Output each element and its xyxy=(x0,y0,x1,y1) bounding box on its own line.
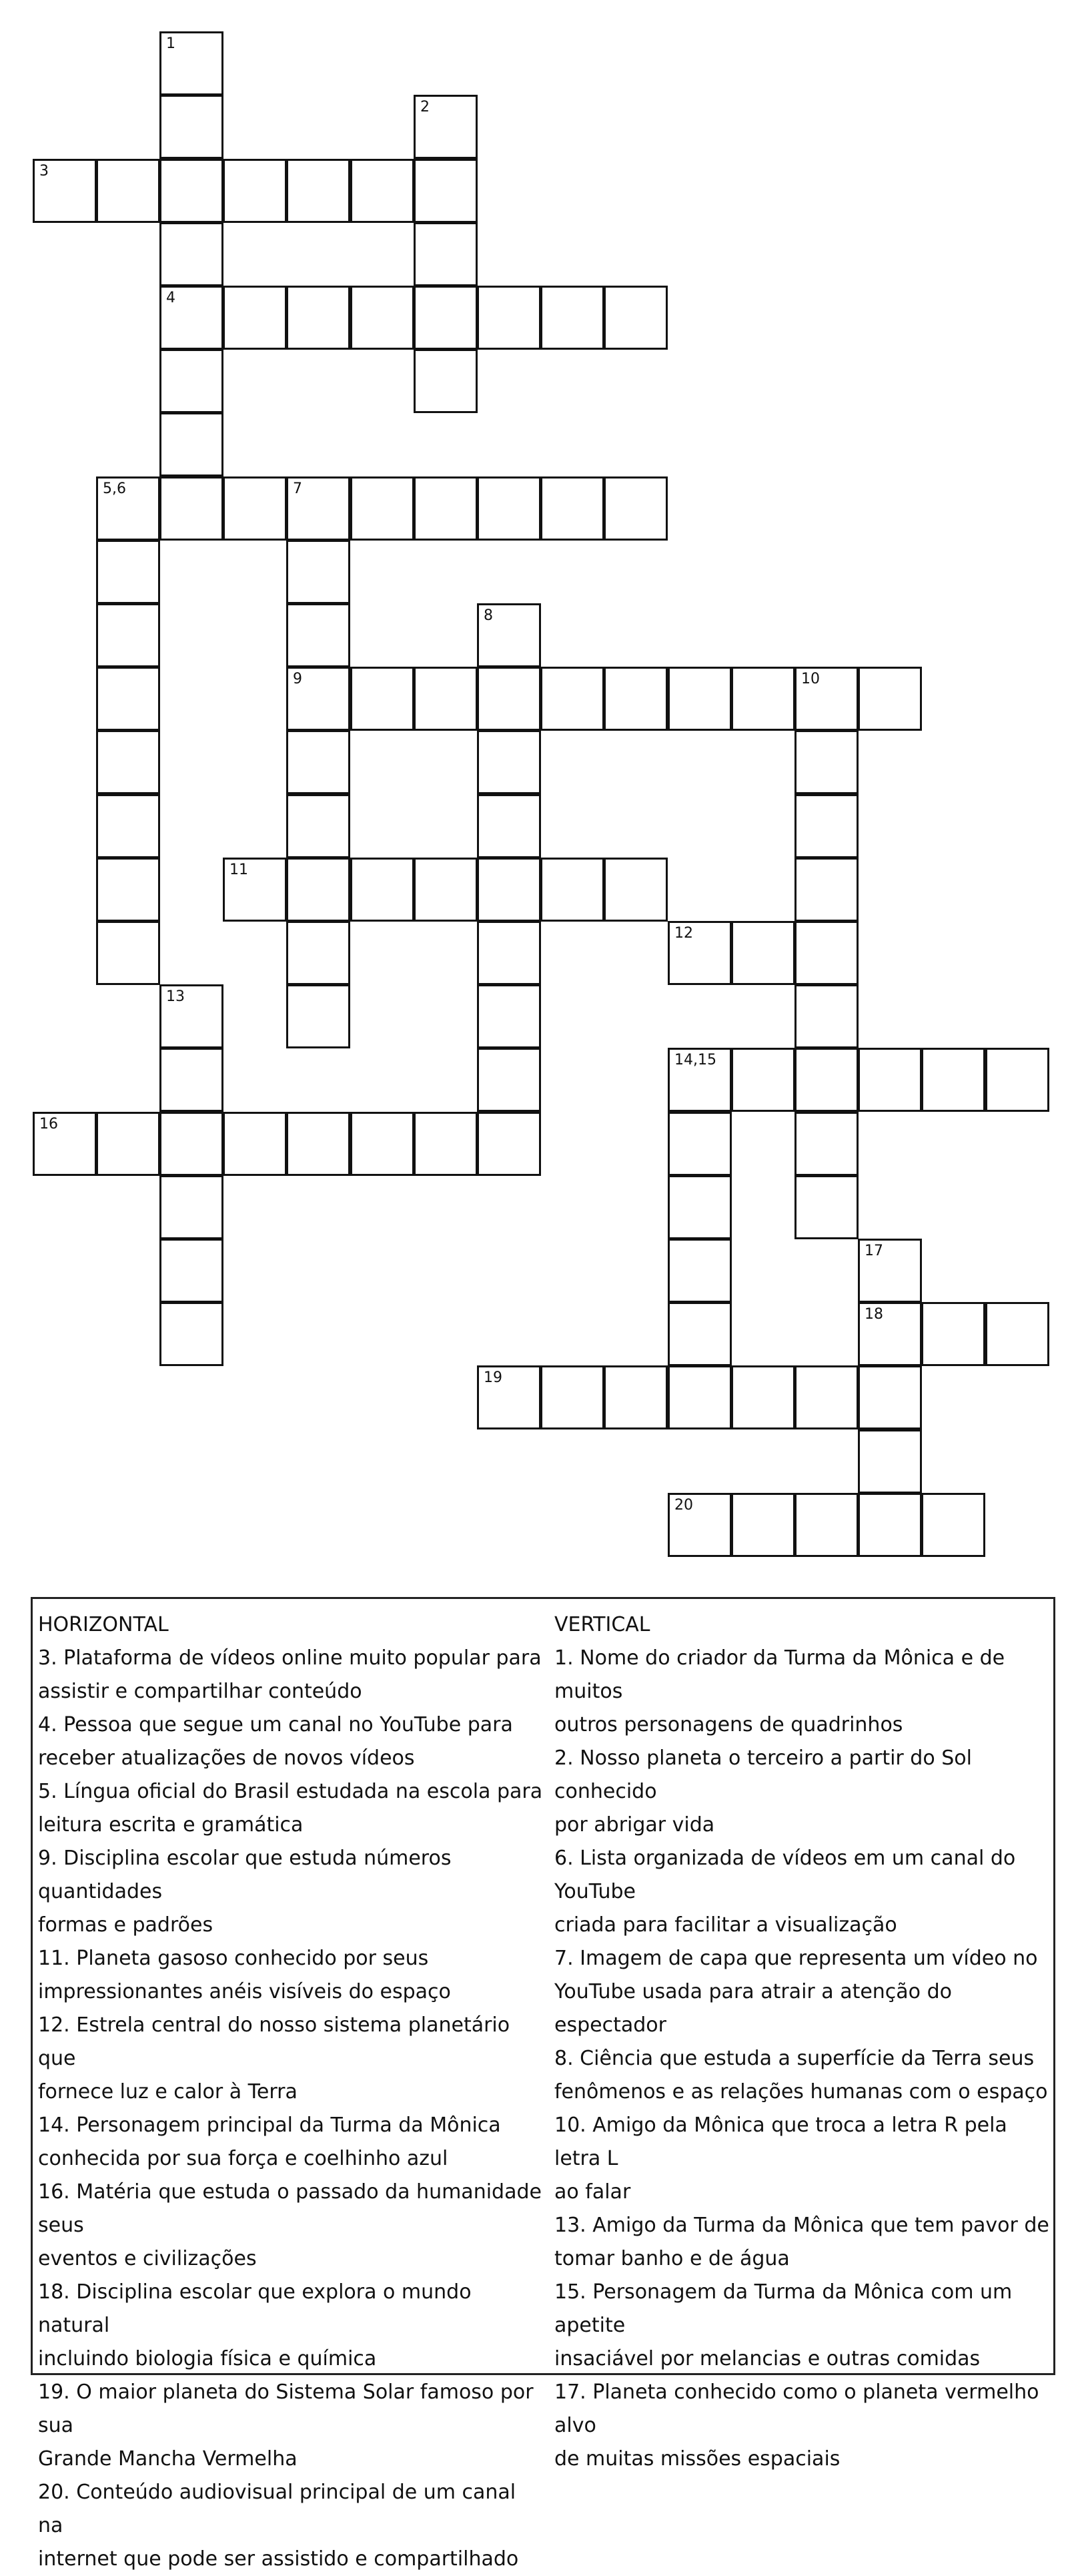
crossword-cell[interactable] xyxy=(286,921,350,985)
crossword-cell[interactable] xyxy=(477,286,541,350)
crossword-cell[interactable] xyxy=(96,476,160,541)
clue-line: 11. Planeta gasoso conhecido por seus xyxy=(38,1947,429,1970)
crossword-cell[interactable] xyxy=(731,921,795,985)
crossword-cell[interactable] xyxy=(668,1365,732,1429)
clue-line: insaciável por melancias e outras comidas xyxy=(554,2347,981,2370)
crossword-cell[interactable] xyxy=(794,667,859,731)
crossword-cell[interactable] xyxy=(96,540,160,604)
crossword-cell[interactable] xyxy=(794,858,859,922)
crossword-cell[interactable] xyxy=(414,858,478,922)
crossword-cell[interactable] xyxy=(414,95,478,159)
crossword-cell[interactable] xyxy=(159,95,223,159)
crossword-cell[interactable] xyxy=(731,1365,795,1429)
clue-line: 13. Amigo da Turma da Mônica que tem pavor de xyxy=(554,2214,1049,2237)
clue-line: 19. O maior planeta do Sistema Solar famoso por sua xyxy=(38,2380,534,2437)
clue-number: 16 xyxy=(39,1116,58,1133)
crossword-cell[interactable] xyxy=(794,1048,859,1112)
crossword-cell[interactable] xyxy=(159,159,223,223)
crossword-cell[interactable] xyxy=(96,1112,160,1176)
clue-number: 10 xyxy=(801,671,820,687)
crossword-cell[interactable] xyxy=(858,1048,922,1112)
crossword-cell[interactable] xyxy=(477,476,541,541)
crossword-cell[interactable] xyxy=(159,412,223,476)
crossword-cell[interactable] xyxy=(159,1302,223,1366)
crossword-cell[interactable] xyxy=(858,1429,922,1494)
crossword-cell[interactable] xyxy=(604,858,668,922)
clue-line: 16. Matéria que estuda o passado da humanidade seus xyxy=(38,2180,542,2237)
crossword-cell[interactable] xyxy=(604,667,668,731)
clue-line: outros personagens de quadrinhos xyxy=(554,1713,903,1736)
crossword-cell[interactable] xyxy=(414,222,478,286)
clue-number: 4 xyxy=(166,290,175,306)
clue-line: ao falar xyxy=(554,2180,631,2204)
clue-number: 17 xyxy=(865,1243,883,1259)
crossword-cell[interactable] xyxy=(96,794,160,858)
clue-line: tomar banho e de água xyxy=(554,2247,790,2270)
crossword-cell[interactable] xyxy=(858,1493,922,1557)
clue-line: internet que pode ser assistido e compartilhado xyxy=(38,2547,519,2571)
clue-number: 20 xyxy=(674,1497,693,1514)
crossword-cell[interactable] xyxy=(668,1175,732,1239)
crossword-cell[interactable] xyxy=(96,159,160,223)
crossword-cell[interactable] xyxy=(96,921,160,985)
clue-number: 14,15 xyxy=(674,1052,716,1068)
crossword-cell[interactable] xyxy=(159,222,223,286)
clue-line: leitura escrita e gramática xyxy=(38,1813,304,1837)
clue-line: 5. Língua oficial do Brasil estudada na escola para xyxy=(38,1780,543,1803)
crossword-cell[interactable] xyxy=(286,667,350,731)
vertical-heading: VERTICAL xyxy=(554,1613,650,1636)
crossword-cell[interactable] xyxy=(159,1175,223,1239)
crossword-cell[interactable] xyxy=(223,476,287,541)
crossword-cell[interactable] xyxy=(96,667,160,731)
clue-line: formas e padrões xyxy=(38,1913,213,1937)
crossword-cell[interactable] xyxy=(794,1175,859,1239)
clue-line: impressionantes anéis visíveis do espaço xyxy=(38,1980,451,2003)
crossword-cell[interactable] xyxy=(159,984,223,1048)
clue-number: 5,6 xyxy=(103,480,126,497)
clue-line: 7. Imagem de capa que representa um vídeo no xyxy=(554,1947,1038,1970)
clue-number: 18 xyxy=(865,1306,883,1323)
clue-line: 3. Plataforma de vídeos online muito popular para xyxy=(38,1646,542,1670)
crossword-cell[interactable] xyxy=(414,349,478,413)
clue-line: assistir e compartilhar conteúdo xyxy=(38,1680,362,1703)
clue-line: 14. Personagem principal da Turma da Mônica xyxy=(38,2114,501,2137)
crossword-cell[interactable] xyxy=(286,286,350,350)
crossword-cell[interactable] xyxy=(477,1112,541,1176)
crossword-cell[interactable] xyxy=(223,858,287,922)
clue-line: 18. Disciplina escolar que explora o mundo natural xyxy=(38,2280,472,2337)
crossword-cell[interactable] xyxy=(540,1365,604,1429)
crossword-cell[interactable] xyxy=(540,286,604,350)
crossword-cell[interactable] xyxy=(731,1048,795,1112)
crossword-cell[interactable] xyxy=(731,667,795,731)
crossword-cell[interactable] xyxy=(159,476,223,541)
clue-line: Grande Mancha Vermelha xyxy=(38,2447,298,2471)
crossword-cell[interactable] xyxy=(668,1112,732,1176)
crossword-cell[interactable] xyxy=(540,858,604,922)
clue-line: 4. Pessoa que segue um canal no YouTube para xyxy=(38,1713,513,1736)
crossword-cell[interactable] xyxy=(540,476,604,541)
crossword-cell[interactable] xyxy=(159,1239,223,1303)
crossword-cell[interactable] xyxy=(477,603,541,667)
crossword-cell[interactable] xyxy=(414,667,478,731)
crossword-cell[interactable] xyxy=(668,1239,732,1303)
clue-number: 8 xyxy=(484,607,493,624)
crossword-cell[interactable] xyxy=(604,1365,668,1429)
crossword-cell[interactable] xyxy=(477,921,541,985)
crossword-cell[interactable] xyxy=(286,730,350,794)
clue-line: 8. Ciência que estuda a superfície da Terra seus xyxy=(554,2047,1035,2070)
crossword-cell[interactable] xyxy=(921,1302,985,1366)
clue-line: YouTube usada para atrair a atenção do espectador xyxy=(554,1980,952,2037)
crossword-cell[interactable] xyxy=(286,1112,350,1176)
crossword-cell[interactable] xyxy=(921,1048,985,1112)
clue-line: 10. Amigo da Mônica que troca a letra R pela letra L xyxy=(554,2114,1007,2170)
crossword-cell[interactable] xyxy=(414,286,478,350)
clue-number: 9 xyxy=(293,671,302,687)
crossword-cell[interactable] xyxy=(159,1048,223,1112)
crossword-cell[interactable] xyxy=(668,1493,732,1557)
crossword-cell[interactable] xyxy=(604,476,668,541)
clue-line: 20. Conteúdo audiovisual principal de um canal na xyxy=(38,2481,516,2537)
crossword-cell[interactable] xyxy=(477,794,541,858)
clue-line: incluindo biologia física e química xyxy=(38,2347,377,2370)
clue-number: 1 xyxy=(166,35,175,52)
crossword-cell[interactable] xyxy=(858,1365,922,1429)
clue-line: por abrigar vida xyxy=(554,1813,715,1837)
crossword-cell[interactable] xyxy=(286,794,350,858)
crossword-cell[interactable] xyxy=(794,730,859,794)
crossword-cell[interactable] xyxy=(731,1493,795,1557)
crossword-cell[interactable] xyxy=(159,31,223,95)
crossword-cell[interactable] xyxy=(794,794,859,858)
clue-line: 6. Lista organizada de vídeos em um canal do YouTube xyxy=(554,1847,1016,1903)
crossword-cell[interactable] xyxy=(350,159,414,223)
crossword-cell[interactable] xyxy=(794,1112,859,1176)
crossword-cell[interactable] xyxy=(96,730,160,794)
crossword-cell[interactable] xyxy=(414,1112,478,1176)
crossword-cell[interactable] xyxy=(921,1493,985,1557)
crossword-cell[interactable] xyxy=(159,1112,223,1176)
vertical-clues xyxy=(554,1608,1053,2476)
clue-line: 1. Nome do criador da Turma da Mônica e de muitos xyxy=(554,1646,1005,1703)
crossword-cell[interactable] xyxy=(985,1048,1049,1112)
crossword-cell[interactable] xyxy=(858,1302,922,1366)
clue-number: 19 xyxy=(484,1369,502,1386)
clue-number: 2 xyxy=(420,99,430,115)
crossword-cell[interactable] xyxy=(668,1048,732,1112)
crossword-cell[interactable] xyxy=(540,667,604,731)
clue-line: 2. Nosso planeta o terceiro a partir do Sol conhecido xyxy=(554,1746,972,1803)
clue-line: conhecida por sua força e coelhinho azul xyxy=(38,2147,448,2170)
crossword-cell[interactable] xyxy=(286,476,350,541)
clue-number: 7 xyxy=(293,480,302,497)
crossword-cell[interactable] xyxy=(223,286,287,350)
crossword-cell[interactable] xyxy=(794,984,859,1048)
clue-line: fornece luz e calor à Terra xyxy=(38,2080,298,2104)
crossword-cell[interactable] xyxy=(96,858,160,922)
crossword-cell[interactable] xyxy=(159,349,223,413)
clue-number: 3 xyxy=(39,163,49,180)
crossword-cell[interactable] xyxy=(668,921,732,985)
crossword-cell[interactable] xyxy=(350,476,414,541)
crossword-cell[interactable] xyxy=(223,1112,287,1176)
crossword-cell[interactable] xyxy=(159,286,223,350)
crossword-cell[interactable] xyxy=(985,1302,1049,1366)
crossword-cell[interactable] xyxy=(477,858,541,922)
crossword-cell[interactable] xyxy=(414,159,478,223)
horizontal-clues xyxy=(38,1608,545,2576)
clue-line: eventos e civilizações xyxy=(38,2247,257,2270)
crossword-cell[interactable] xyxy=(350,667,414,731)
clue-line: de muitas missões espaciais xyxy=(554,2447,841,2471)
clue-number: 11 xyxy=(229,862,248,878)
clues-box xyxy=(31,1597,1055,2571)
clue-number: 12 xyxy=(674,925,693,942)
crossword-cell[interactable] xyxy=(286,159,350,223)
clue-line: 15. Personagem da Turma da Mônica com um apetite xyxy=(554,2280,1013,2337)
crossword-cell[interactable] xyxy=(668,1302,732,1366)
crossword-cell[interactable] xyxy=(477,730,541,794)
crossword-cell[interactable] xyxy=(286,984,350,1048)
clue-line: receber atualizações de novos vídeos xyxy=(38,1746,415,1770)
crossword-cell[interactable] xyxy=(477,667,541,731)
crossword-cell[interactable] xyxy=(794,1365,859,1429)
crossword-cell[interactable] xyxy=(350,858,414,922)
crossword-cell[interactable] xyxy=(414,476,478,541)
clue-line: fenômenos e as relações humanas com o espaço xyxy=(554,2080,1048,2104)
clue-line: 12. Estrela central do nosso sistema planetário que xyxy=(38,2013,510,2070)
horizontal-heading: HORIZONTAL xyxy=(38,1613,169,1636)
crossword-cell[interactable] xyxy=(794,921,859,985)
crossword-cell[interactable] xyxy=(858,1239,922,1303)
crossword-cell[interactable] xyxy=(286,540,350,604)
crossword-cell[interactable] xyxy=(858,667,922,731)
crossword-cell[interactable] xyxy=(794,1493,859,1557)
crossword-cell[interactable] xyxy=(350,286,414,350)
crossword-cell[interactable] xyxy=(223,159,287,223)
crossword-cell[interactable] xyxy=(604,286,668,350)
clue-line: criada para facilitar a visualização xyxy=(554,1913,897,1937)
crossword-cell[interactable] xyxy=(33,1112,97,1176)
crossword-cell[interactable] xyxy=(350,1112,414,1176)
crossword-cell[interactable] xyxy=(33,159,97,223)
clue-line: 17. Planeta conhecido como o planeta vermelho alvo xyxy=(554,2380,1039,2437)
crossword-cell[interactable] xyxy=(96,603,160,667)
crossword-cell[interactable] xyxy=(477,984,541,1048)
clue-number: 13 xyxy=(166,988,185,1005)
clue-line: 9. Disciplina escolar que estuda números quantidades xyxy=(38,1847,452,1903)
crossword-cell[interactable] xyxy=(668,667,732,731)
crossword-cell[interactable] xyxy=(286,603,350,667)
crossword-cell[interactable] xyxy=(477,1048,541,1112)
crossword-cell[interactable] xyxy=(477,1365,541,1429)
crossword-cell[interactable] xyxy=(286,858,350,922)
